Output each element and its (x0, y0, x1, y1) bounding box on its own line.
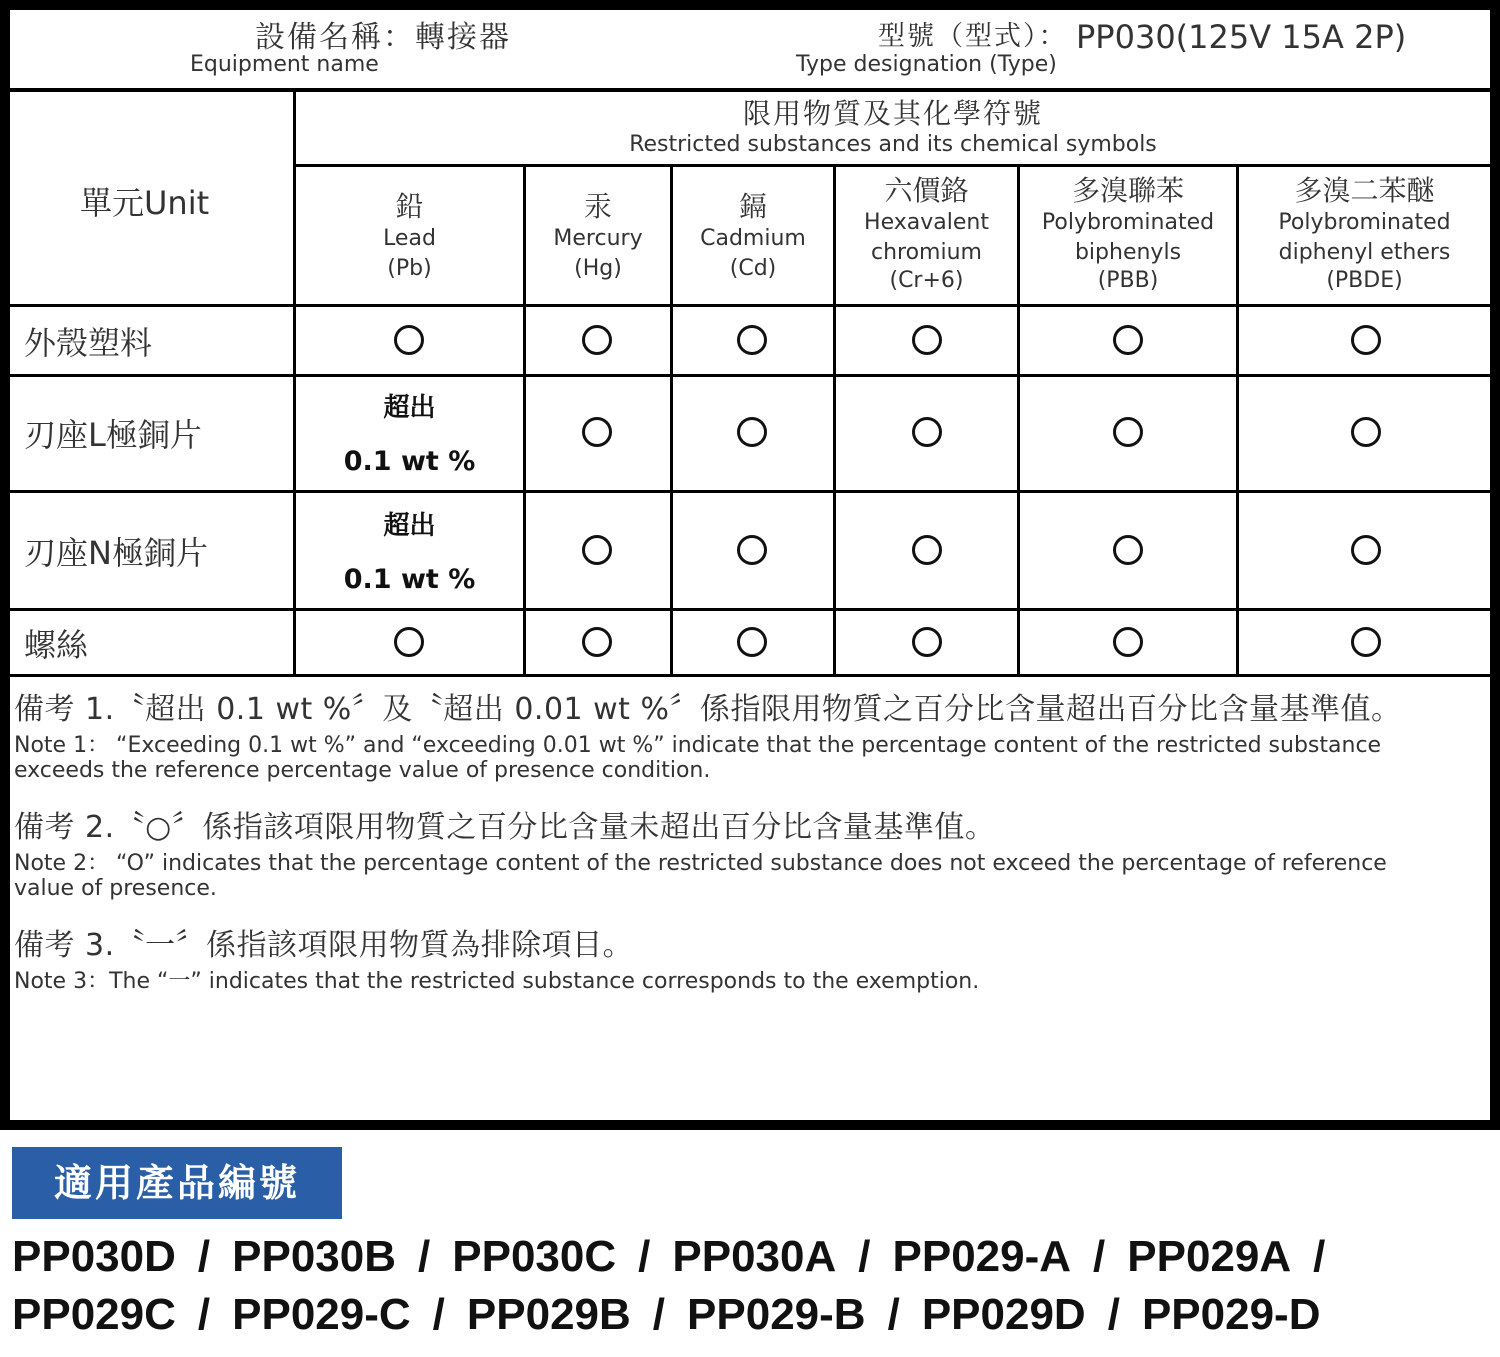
compliant-mark (582, 535, 612, 565)
compliant-mark (1113, 535, 1143, 565)
grid-line (294, 164, 1490, 167)
compliant-mark (1113, 627, 1143, 657)
product-code: PP030D (12, 1232, 176, 1281)
substance-zh: 多溴聯苯 (1071, 174, 1184, 207)
restricted-substances-en: Restricted substances and its chemical symbols (629, 132, 1157, 157)
substance-hexavalent-chromium (836, 174, 1017, 294)
note-1-zh: 備考 1.〝超出 0.1 wt %〞及〝超出 0.01 wt %〞係指限用物質之百分比含量超出百分比含量基準值。 (14, 692, 1402, 727)
separator: / (1313, 1232, 1326, 1281)
compliant-mark (737, 417, 767, 447)
separator: / (197, 1232, 211, 1281)
compliant-mark (394, 627, 424, 657)
substance-en-line2: diphenyl ethers (1278, 240, 1451, 265)
substance-en-line1: Polybrominated (1278, 210, 1451, 235)
compliant-mark (1351, 417, 1381, 447)
exceed-value (296, 390, 523, 482)
substance-pbb (1020, 174, 1236, 294)
separator: / (1093, 1232, 1106, 1281)
compliant-mark (582, 417, 612, 447)
type-label-zh: 型號（型式）： (878, 21, 1068, 52)
substance-pbde (1239, 174, 1490, 294)
compliant-mark (1351, 325, 1381, 355)
note-3-en: Note 3：The “一” indicates that the restricted substance corresponds to the exemption. (14, 969, 980, 994)
substance-zh: 汞 (583, 190, 612, 223)
grid-line (10, 374, 1490, 377)
substance-symbol: (Pb) (387, 256, 432, 281)
type-value: PP030(125V 15A 2P) (1076, 18, 1407, 56)
compliant-mark (912, 417, 942, 447)
grid-line (10, 304, 1490, 307)
product-code: PP029C (12, 1290, 176, 1339)
compliant-mark (582, 627, 612, 657)
product-code: PP030B (232, 1232, 397, 1281)
exceed-value (296, 508, 523, 600)
exceed-label: 超出 (383, 393, 436, 423)
note-2-en: Note 2： “O” indicates that the percentage content of the restricted substance does not exceed the percentage of reference (14, 851, 1387, 876)
substance-en-line1: Hexavalent (864, 210, 989, 235)
compliant-mark (1351, 627, 1381, 657)
grid-line (10, 490, 1490, 493)
separator: / (432, 1290, 445, 1339)
grid-line (10, 608, 1490, 611)
product-list-line-1 (12, 1232, 1347, 1282)
substance-symbol: (Hg) (574, 256, 622, 281)
row-label-housing: 外殼塑料 (24, 324, 153, 362)
note-2-zh: 備考 2.〝○〞係指該項限用物質之百分比含量未超出百分比含量基準值。 (14, 810, 996, 845)
separator: / (1107, 1290, 1120, 1339)
equipment-name-zh: 設備名稱：轉接器 (255, 20, 511, 55)
compliant-mark (582, 325, 612, 355)
row-label-l-copper: 刃座L極銅片 (24, 416, 202, 454)
separator: / (652, 1290, 666, 1339)
substance-zh: 六價鉻 (884, 174, 969, 207)
exceed-label: 超出 (383, 511, 436, 541)
exceed-amount: 0.1 wt % (343, 564, 476, 595)
exceed-amount: 0.1 wt % (343, 446, 476, 477)
separator: / (858, 1232, 871, 1281)
rohs-declaration (10, 10, 1490, 1120)
separator: / (197, 1290, 211, 1339)
substance-en: Mercury (553, 226, 643, 251)
product-code: PP030C (452, 1232, 617, 1281)
product-code: PP030A (672, 1232, 837, 1281)
product-code: PP029-B (687, 1290, 866, 1339)
substance-lead (296, 190, 523, 284)
note-2-en-cont: value of presence. (14, 876, 217, 901)
equipment-name-en: Equipment name (190, 52, 379, 77)
compliant-mark (1351, 535, 1381, 565)
substance-en-line1: Polybrominated (1041, 210, 1215, 235)
applicable-products-title: 適用產品編號 (12, 1147, 342, 1219)
unit-header: 單元Unit (80, 184, 210, 222)
note-1-en: Note 1： “Exceeding 0.1 wt %” and “exceeding 0.01 wt %” indicate that the percentage content of the restricted substance (14, 733, 1382, 758)
type-label-en: Type designation (Type) (796, 52, 1057, 77)
compliant-mark (912, 627, 942, 657)
compliant-mark (912, 325, 942, 355)
note-3-zh: 備考 3.〝一〞係指該項限用物質為排除項目。 (14, 928, 634, 963)
product-code: PP029-C (232, 1290, 411, 1339)
substance-mercury (526, 190, 670, 284)
substance-zh: 鉛 (395, 190, 424, 223)
grid-line (10, 674, 1490, 677)
product-code: PP029D (921, 1290, 1086, 1339)
substance-symbol: (Cd) (729, 256, 777, 281)
row-label-n-copper: 刃座N極銅片 (24, 534, 208, 572)
restricted-substances-zh: 限用物質及其化學符號 (742, 97, 1043, 130)
product-code: PP029B (466, 1290, 631, 1339)
substance-en: Cadmium (700, 226, 806, 251)
separator: / (887, 1290, 900, 1339)
substance-symbol: (PBB) (1097, 268, 1159, 293)
product-code: PP029-D (1141, 1290, 1321, 1339)
separator: / (638, 1232, 651, 1281)
compliant-mark (737, 325, 767, 355)
compliant-mark (737, 627, 767, 657)
product-code: PP029A (1127, 1232, 1292, 1281)
product-list-line-2 (12, 1290, 1320, 1340)
substance-en: Lead (383, 226, 436, 251)
compliant-mark (1113, 325, 1143, 355)
compliant-mark (394, 325, 424, 355)
separator: / (418, 1232, 431, 1281)
compliant-mark (912, 535, 942, 565)
substance-zh: 鎘 (738, 190, 767, 223)
substance-symbol: (PBDE) (1326, 268, 1403, 293)
product-code: PP029-A (892, 1232, 1072, 1281)
substance-symbol: (Cr+6) (889, 268, 964, 293)
substance-en-line2: biphenyls (1074, 240, 1182, 265)
substance-en-line2: chromium (871, 240, 982, 265)
compliant-mark (737, 535, 767, 565)
substance-cadmium (673, 190, 833, 284)
row-label-screw: 螺絲 (24, 626, 89, 664)
note-1-en-cont: exceeds the reference percentage value of presence condition. (14, 758, 711, 783)
substance-zh: 多溴二苯醚 (1294, 174, 1435, 207)
compliant-mark (1113, 417, 1143, 447)
